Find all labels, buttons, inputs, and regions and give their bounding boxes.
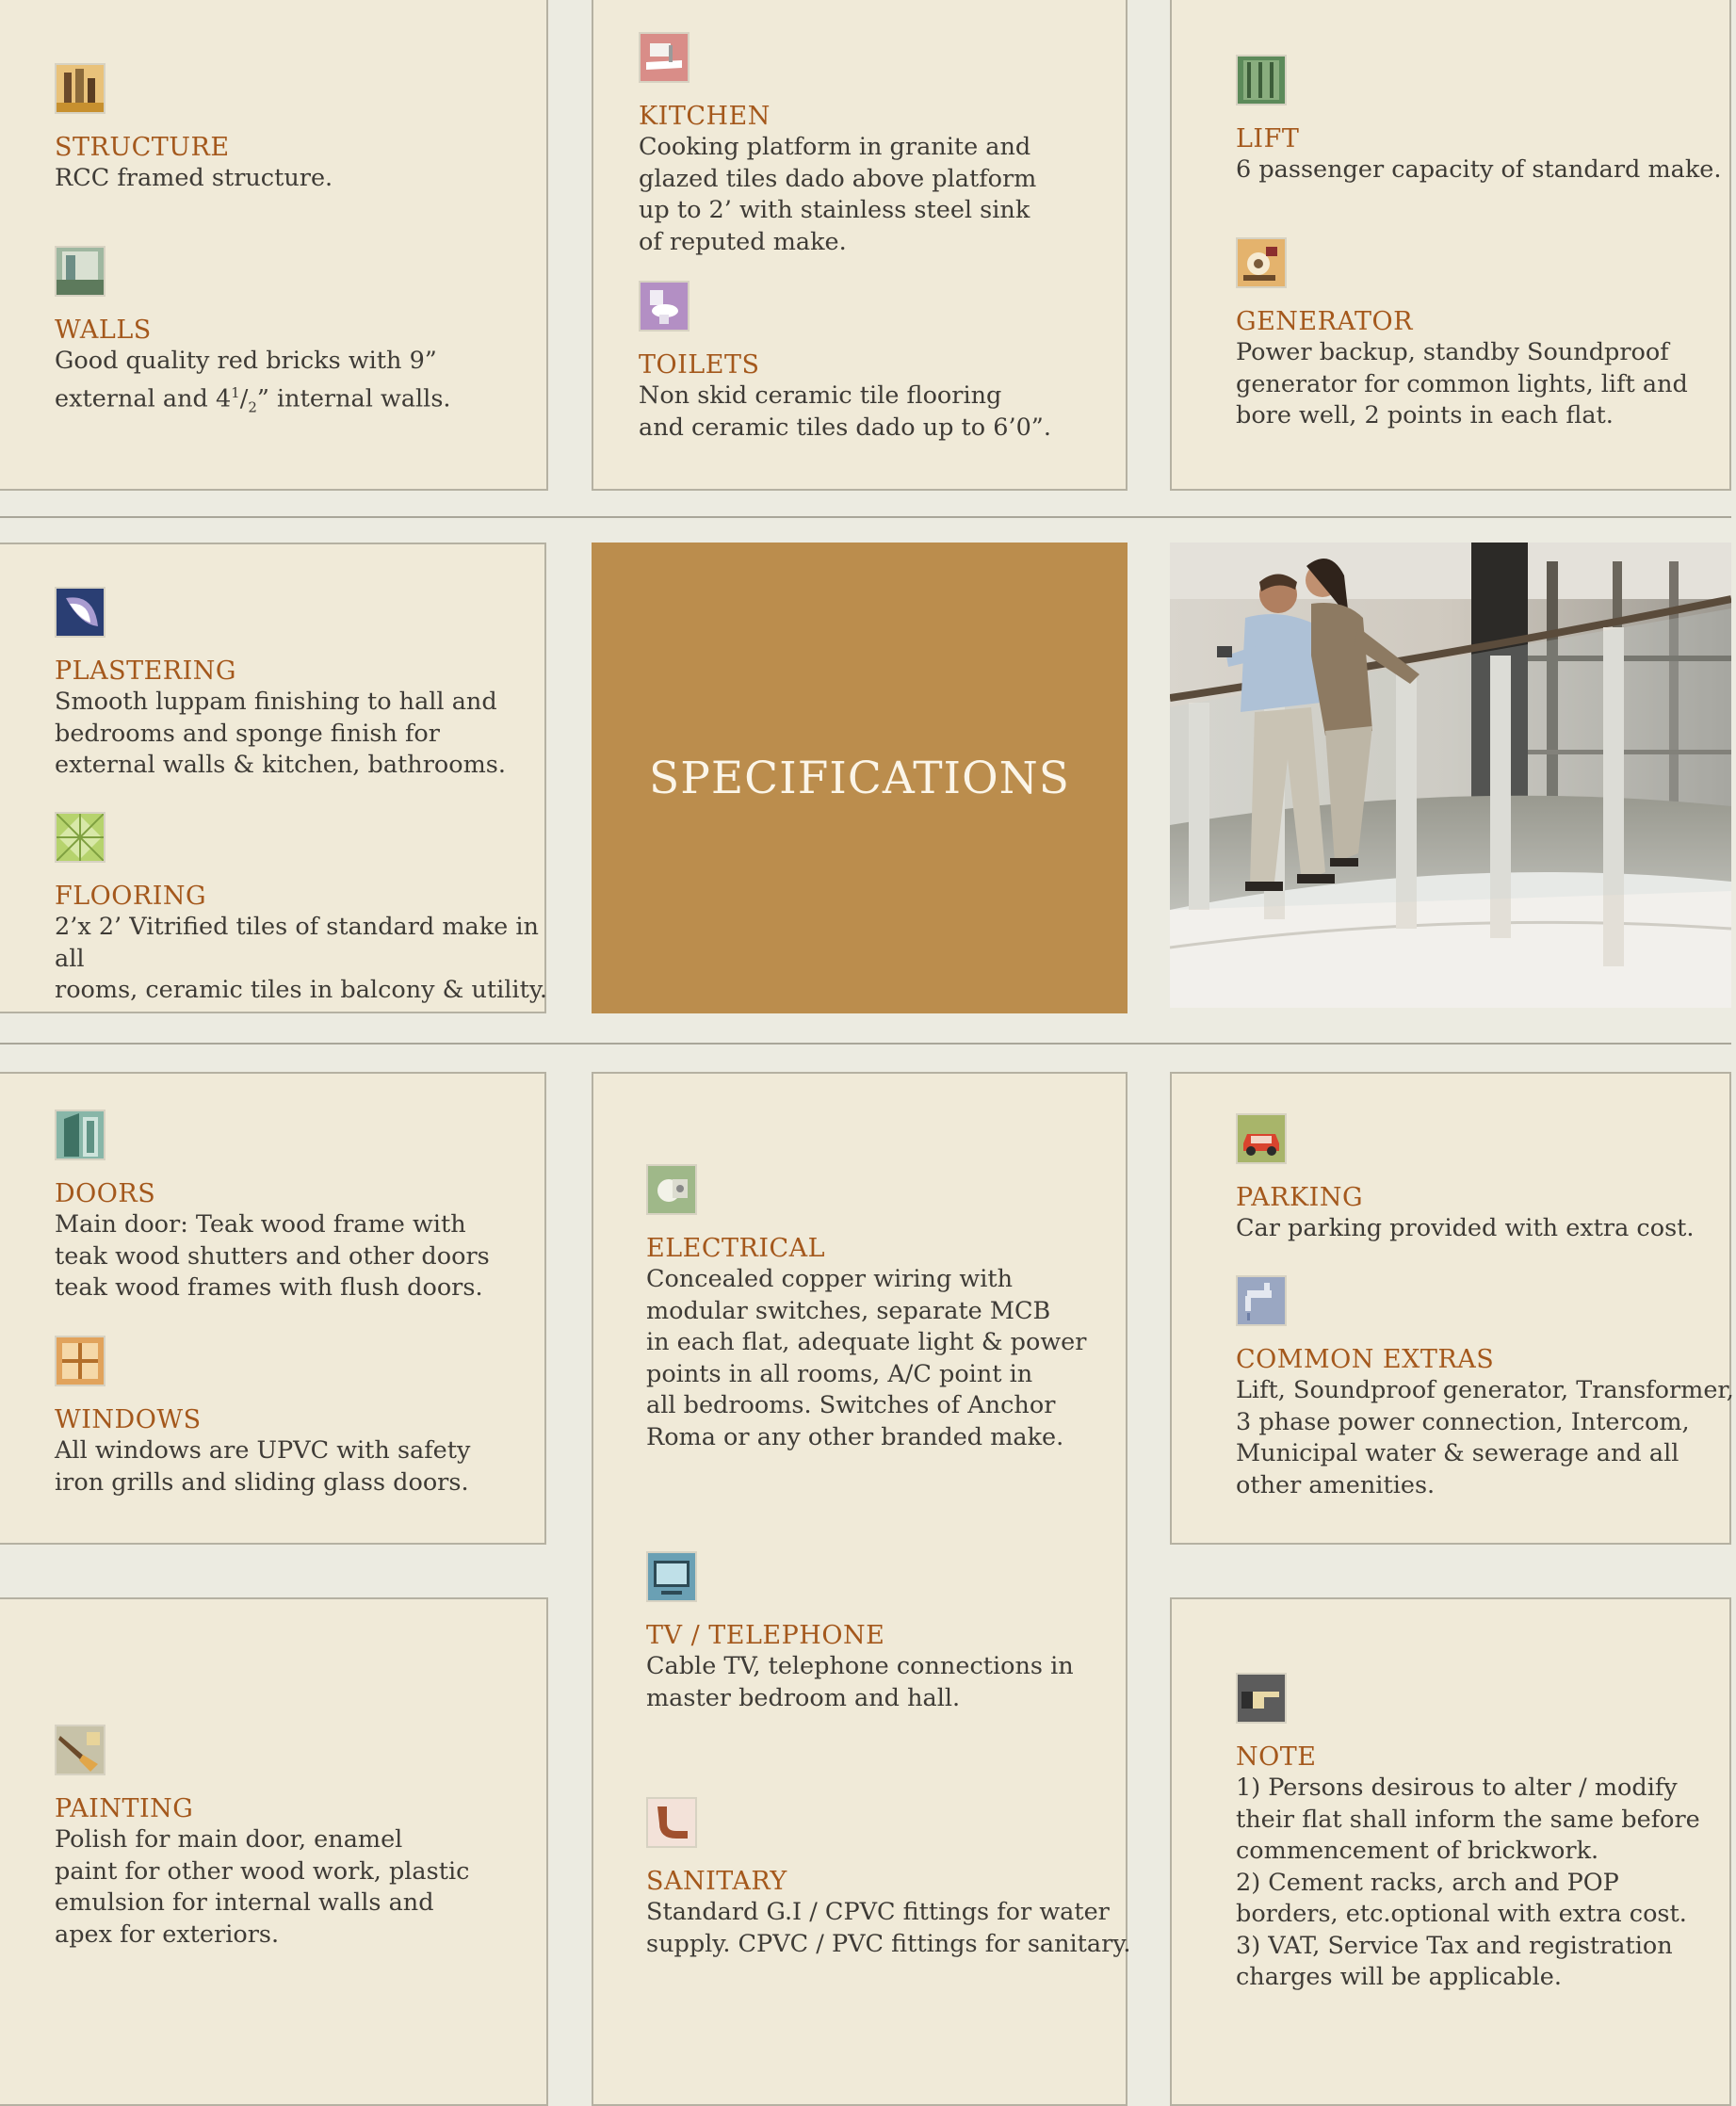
spec-text: Cable TV, telephone connections in master bedroom and hall. [646,1652,1074,1712]
spec-title: NOTE [1236,1742,1317,1772]
page-title: SPECIFICATIONS [649,752,1070,804]
spec-text: Car parking provided with extra cost. [1236,1214,1695,1242]
spec-note [1236,1673,1736,1994]
spec-title: COMMON EXTRAS [1236,1345,1495,1374]
spec-kitchen [639,32,1147,258]
spec-painting [55,1725,563,1951]
kitchen-icon [639,32,690,83]
toilet-icon [639,281,690,332]
spec-common-extras [1236,1275,1736,1501]
pointing-hand-icon [1236,1673,1287,1724]
spec-title: PLASTERING [55,656,236,686]
spec-text: Standard G.I / CPVC fittings for water supply. CPVC / PVC fittings for sanitary. [646,1898,1131,1958]
spec-windows [55,1336,563,1498]
spec-tv-telephone [646,1551,1155,1714]
spec-text: Smooth luppam finishing to hall and bedrooms and sponge finish for external walls & kitchen, bathrooms. [55,688,506,779]
spec-text-part: ” internal walls. [256,384,451,413]
fraction-denominator: 2 [248,398,257,416]
spec-title: DOORS [55,1179,156,1208]
switch-icon [646,1164,697,1215]
couple-on-balcony-image [1170,543,1731,1008]
spec-title: WALLS [55,316,152,345]
spec-toilets [639,281,1147,444]
tap-icon [1236,1275,1287,1326]
spec-title: FLOORING [55,882,207,911]
spec-title: TV / TELEPHONE [646,1621,885,1650]
spec-plastering [55,587,563,782]
spec-text: Concealed copper wiring with modular switches, separate MCB in each flat, adequate light & power points in all rooms, A/C point in all bedrooms. Switches of Anchor Roma or any other branded make. [646,1265,1087,1451]
tv-icon [646,1551,697,1602]
spec-flooring [55,812,563,1007]
spec-lift [1236,55,1736,186]
row-divider-2 [0,1043,1731,1045]
spec-text-part: Good quality red bricks with 9” external and 4 [55,347,437,413]
spec-title: TOILETS [639,350,760,380]
wall-icon [55,246,105,297]
spec-title: PARKING [1236,1183,1364,1212]
spec-title: GENERATOR [1236,307,1413,336]
spec-title: SANITARY [646,1867,787,1896]
pipe-icon [646,1797,697,1848]
spec-text: All windows are UPVC with safety iron grills and sliding glass doors. [55,1436,471,1497]
spec-doors [55,1110,563,1304]
door-icon [55,1110,105,1160]
spec-title: ELECTRICAL [646,1234,826,1263]
trowel-icon [55,587,105,638]
spec-structure [55,63,563,195]
fraction-numerator: 1 [231,383,240,401]
lift-icon [1236,55,1287,105]
spec-text: Non skid ceramic tile flooring and ceramic tiles dado up to 6’0”. [639,381,1051,442]
spec-parking [1236,1113,1736,1245]
spec-title: KITCHEN [639,102,771,131]
spec-text: Polish for main door, enamel paint for other wood work, plastic emulsion for internal walls and apex for exteriors. [55,1825,470,1949]
tiles-icon [55,812,105,863]
row-divider-1 [0,516,1731,518]
spec-title: LIFT [1236,124,1300,154]
spec-title: STRUCTURE [55,133,230,162]
spec-text: Lift, Soundproof generator, Transformer, 3 phase power connection, Intercom, Municipal water & sewerage and all other amenities. [1236,1376,1734,1499]
building-icon [55,63,105,114]
spec-text: Main door: Teak wood frame with teak wood shutters and other doors teak wood frames with flush doors. [55,1210,490,1302]
spec-text: 1) Persons desirous to alter / modify their flat shall inform the same before commencement of brickwork. 2) Cement racks, arch and POP borders, etc.optional with extra cost. 3) VAT, Service Tax and registration charges will be applicable. [1236,1774,1700,1991]
window-icon [55,1336,105,1386]
spec-text: RCC framed structure. [55,164,333,192]
spec-text: 6 passenger capacity of standard make. [1236,155,1722,184]
spec-sanitary [646,1797,1155,1960]
paintbrush-icon [55,1725,105,1775]
spec-title: WINDOWS [55,1405,202,1434]
specifications-banner [592,543,1128,1013]
spec-text [55,346,563,424]
spec-electrical [646,1164,1155,1453]
car-icon [1236,1113,1287,1164]
balcony-photo [1170,543,1731,1008]
spec-text: Cooking platform in granite and glazed tiles dado above platform up to 2’ with stainless steel sink of reputed make. [639,133,1037,256]
fraction-slash: / [239,384,249,413]
generator-icon [1236,237,1287,288]
spec-title: PAINTING [55,1794,194,1823]
spec-generator [1236,237,1736,432]
spec-walls [55,246,563,424]
spec-text: Power backup, standby Soundproof generator for common lights, lift and bore well, 2 points in each flat. [1236,338,1688,429]
spec-text: 2’x 2’ Vitrified tiles of standard make in all rooms, ceramic tiles in balcony & utility. [55,913,547,1004]
